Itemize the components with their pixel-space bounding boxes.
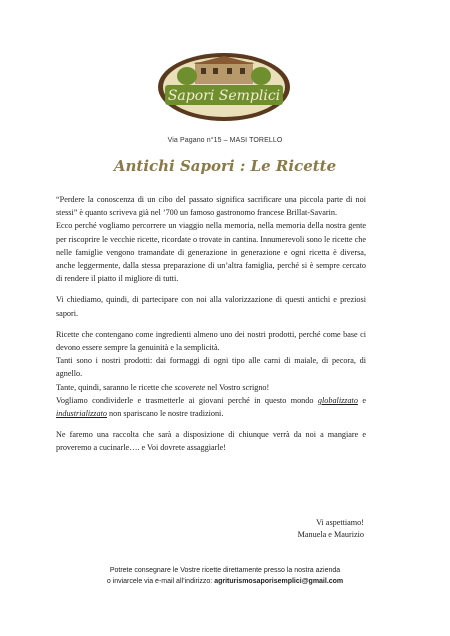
logo <box>157 52 291 122</box>
paragraph-quote: “Perdere la conoscenza di un cibo del passato significa sacrificare una piccola parte di noi stessi” è quanto scriveva già nel ’700 un famoso gastronomo francese Brillat-Savarin. <box>56 195 366 218</box>
signature-greeting: Vi aspettiamo! <box>316 518 364 527</box>
page-title: Antichi Sapori : Le Ricette <box>113 157 337 175</box>
address: Via Pagano n°15 – MASI TORELLO <box>167 137 283 144</box>
paragraph-memory: Ecco perché vogliamo percorrere un viaggio nella memoria, nella memoria della nostra gente per riscoprire le vecchie ricette, ricordate o trovate in cantina. Innumerevoli sono le ricette che nelle famiglie vengono tramandate di generazione in generazione e ogni ricetta è diversa, anche leggermente, dalla stessa preparazione di un’altra famiglia, perché si è sempre cercato di rendere il piatto il migliore di tutti. <box>56 221 366 284</box>
logo-graphic <box>157 52 291 122</box>
paragraph-request: Vi chiediamo, quindi, di partecipare con noi alla valorizzazione di questi antichi e preziosi sapori. <box>56 295 366 318</box>
paragraph-collection: Ne faremo una raccolta che sarà a disposizione di chiunque verrà da noi a mangiare e proveremo a cucinarle…. e Voi dovrete assaggiarle! <box>56 430 366 453</box>
paragraph-discover: Tante, quindi, saranno le ricette che scoverete nel Vostro scrigno! <box>56 382 270 392</box>
footer <box>0 565 450 587</box>
paragraph-share: Vogliamo condividerle e trasmetterle ai giovani perché in questo mondo globalizzato e industrializzato non spariscano le nostre tradizioni. <box>56 395 366 419</box>
email-link[interactable]: agriturismosaporisemplici@gmail.com <box>214 578 344 585</box>
signature <box>298 517 364 541</box>
paragraph-products: Tanti sono i nostri prodotti: dai formaggi di ogni tipo alle carni di maiale, di pecora, di agnello. <box>56 356 366 379</box>
letter-body <box>56 193 366 455</box>
signature-names: Manuela e Maurizio <box>297 530 364 539</box>
footer-line-2: o inviarcele via e-mail all’indirizzo: agriturismosaporisemplici@gmail.com <box>106 578 344 585</box>
svg-text:Sapori Semplici: Sapori Semplici <box>167 88 281 104</box>
footer-line-1: Potrete consegnare le Vostre ricette direttamente presso la nostra azienda <box>109 567 341 574</box>
svg-text:AGRITURISMO: AGRITURISMO <box>209 107 239 112</box>
paragraph-ingredients: Ricette che contengano come ingredienti almeno uno dei nostri prodotti, perché come base ci devono essere sempre la genuinità e la semplicità. <box>56 329 366 353</box>
